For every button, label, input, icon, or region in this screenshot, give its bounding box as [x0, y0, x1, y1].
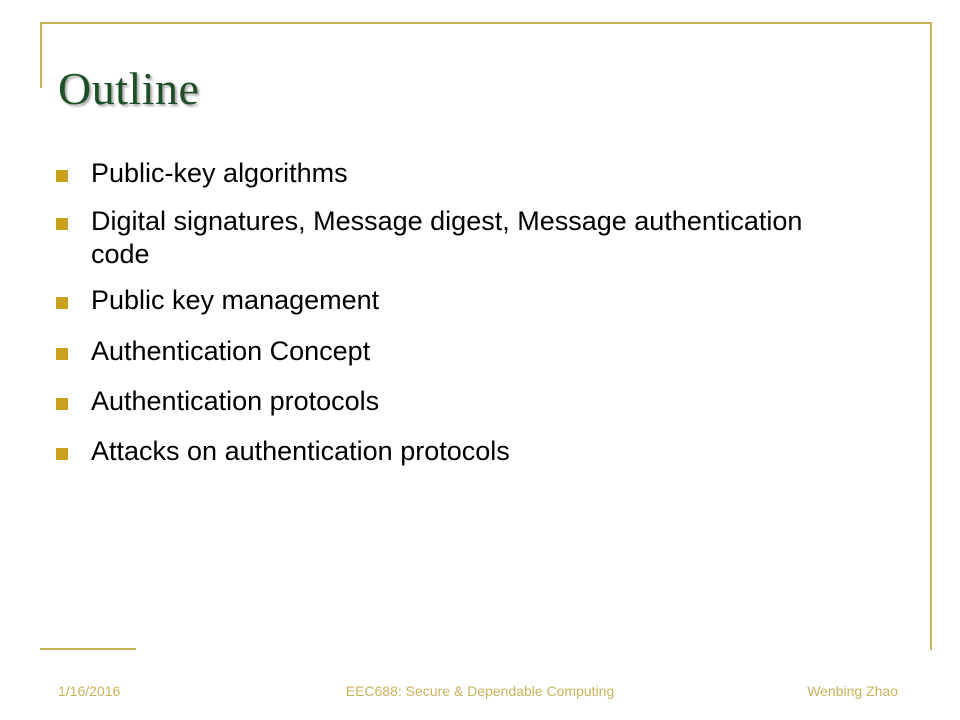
footer-author: Wenbing Zhao: [807, 683, 898, 699]
bullet-text: Authentication Concept: [91, 336, 371, 366]
footer-course-title: EEC688: Secure & Dependable Computing: [345, 683, 615, 699]
slide-title: Outline: [58, 63, 200, 114]
bullet-square-icon: [56, 218, 68, 230]
bullet-text: Public key management: [91, 285, 380, 315]
slide-frame-right: [930, 22, 932, 650]
bullet-square-icon: [56, 170, 68, 182]
bullet-text: Public-key algorithms: [91, 158, 348, 188]
bullet-square-icon: [56, 297, 68, 309]
footer-date: 1/16/2016: [58, 683, 121, 699]
slide-frame-top: [40, 22, 932, 24]
bullet-text: Authentication protocols: [91, 386, 380, 416]
bullet-text: Attacks on authentication protocols: [91, 436, 510, 466]
bullet-text: Digital signatures, Message digest, Message authentication code: [91, 206, 803, 269]
bullet-square-icon: [56, 398, 68, 410]
slide-frame-bottom-left: [40, 648, 136, 650]
bullet-square-icon: [56, 448, 68, 460]
slide-frame-left: [40, 22, 42, 88]
bullet-square-icon: [56, 348, 68, 360]
